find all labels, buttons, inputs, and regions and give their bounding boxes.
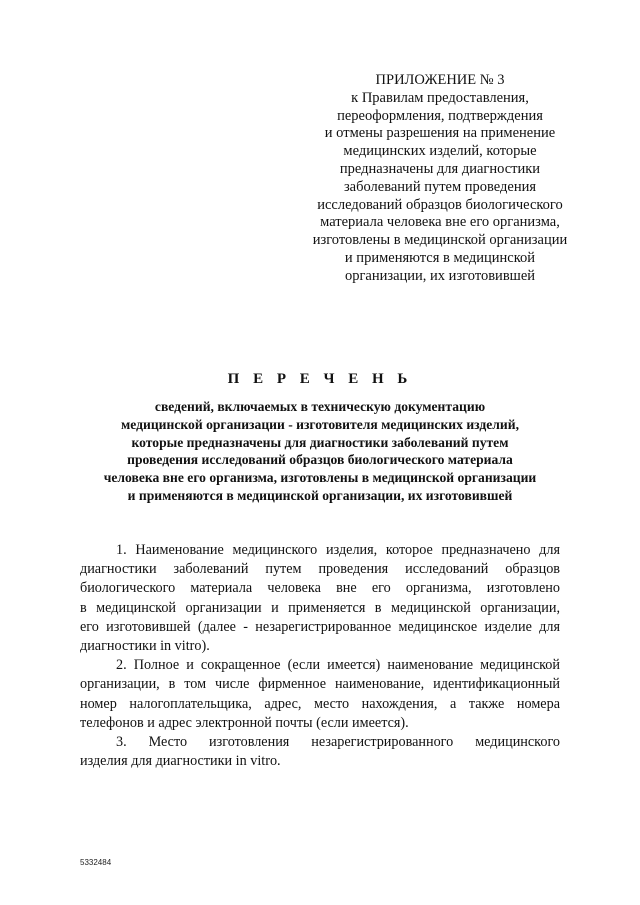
appendix-line: к Правилам предоставления, <box>351 89 529 106</box>
item-2-line: 2. Полное и сокращенное (если имеется) наименование медицинской <box>116 657 560 674</box>
appendix-line: организации, их изготовившей <box>344 267 536 284</box>
item-1-line: диагностики заболеваний путем проведения исследований образцов <box>80 561 560 578</box>
item-2-line: организации, в том числе фирменное наименование, идентификационный <box>80 676 560 693</box>
appendix-line: медицинских изделий, которые <box>343 143 537 160</box>
appendix-title: ПРИЛОЖЕНИЕ № 3 <box>375 72 505 88</box>
appendix-line: материала человека вне его организма, <box>320 214 560 231</box>
appendix-line: переоформления, подтверждения <box>337 107 543 124</box>
item-1-line: 1. Наименование медицинского изделия, которое предназначено для <box>116 542 560 558</box>
item-1-line: его изготовившей (далее - незарегистрированное медицинское изделие для <box>80 618 560 635</box>
appendix-line: исследований образцов биологического <box>317 196 563 213</box>
subtitle-line: медицинской организации - изготовителя медицинских изделий, <box>121 416 519 432</box>
subtitle-line: которые предназначены для диагностики заболеваний путем <box>131 434 509 450</box>
document-title: П Е Р Е Ч Е Н Ь <box>227 371 413 387</box>
item-1-line: биологического материала человека вне его организма, изготовлено <box>80 580 560 597</box>
appendix-line: и отмены разрешения на применение <box>324 125 556 142</box>
subtitle-line: и применяются в медицинской организации, их изготовившей <box>127 487 513 503</box>
item-2-line: телефонов и адрес электронной почты (если имеется). <box>80 714 409 731</box>
document-subtitle <box>70 398 570 505</box>
item-1-line: в медицинской организации и применяется в медицинской организации, <box>80 599 560 616</box>
subtitle-line: человека вне его организма, изготовлены в медицинской организации <box>103 470 537 486</box>
subtitle-line: сведений, включаемых в техническую документацию <box>154 399 486 414</box>
subtitle-line: проведения исследований образцов биологического материала <box>127 452 513 468</box>
item-1-line: диагностики in vitro). <box>80 638 210 655</box>
appendix-line: и применяются в медицинской <box>344 249 536 266</box>
appendix-line: заболеваний путем проведения <box>343 178 537 195</box>
document-code: 5332484 <box>80 858 112 867</box>
item-3-line: изделия для диагностики in vitro. <box>80 753 281 770</box>
item-2-line: номер налогоплательщика, адрес, место нахождения, а также номера <box>80 695 560 712</box>
item-3-line: 3. Место изготовления незарегистрированного медицинского <box>116 734 560 751</box>
appendix-line: предназначены для диагностики <box>339 160 541 177</box>
appendix-header <box>270 72 610 286</box>
document-body <box>80 541 560 771</box>
appendix-line: изготовлены в медицинской организации <box>312 232 568 249</box>
